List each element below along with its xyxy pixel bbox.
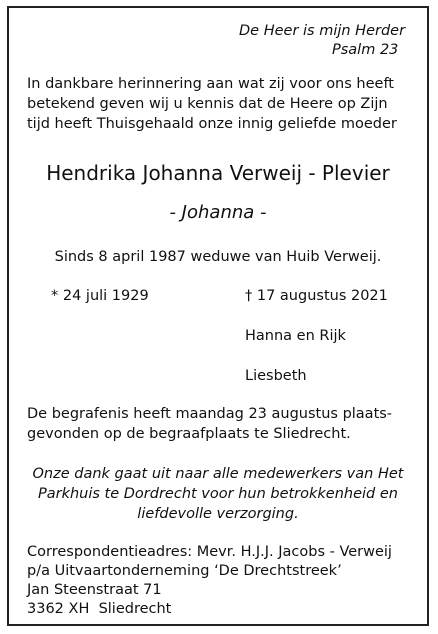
family-line-1: Hanna en Rijk — [245, 328, 346, 344]
family-line-2: Liesbeth — [245, 368, 307, 384]
obituary-card — [7, 6, 429, 626]
correspondence-line-2: p/a Uitvaartonderneming ‘De Drechtstreek’ — [27, 563, 342, 579]
correspondence-line-1: Correspondentieadres: Mevr. H.J.J. Jacobs - Verweij — [27, 544, 392, 560]
thanks-line-2: Parkhuis te Dordrecht voor hun betrokkenheid en — [37, 486, 398, 502]
correspondence-line-4: 3362 XH Sliedrecht — [27, 601, 172, 617]
thanks-line-1: Onze dank gaat uit naar alle medewerkers van Het — [32, 466, 404, 482]
correspondence-line-3: Jan Steenstraat 71 — [27, 582, 162, 598]
motto-reference: Psalm 23 — [332, 42, 399, 58]
birth-date: * 24 juli 1929 — [51, 288, 149, 304]
death-date: † 17 augustus 2021 — [245, 288, 388, 304]
deceased-nickname: - Johanna - — [169, 202, 267, 223]
funeral-line-2: gevonden op de begraafplaats te Sliedrecht. — [27, 426, 351, 442]
funeral-line-1: De begrafenis heeft maandag 23 augustus plaats- — [27, 406, 393, 422]
intro-line-1: In dankbare herinnering aan wat zij voor ons heeft — [27, 76, 394, 92]
intro-line-3: tijd heeft Thuisgehaald onze innig geliefde moeder — [27, 116, 397, 132]
deceased-full-name: Hendrika Johanna Verweij - Plevier — [46, 161, 390, 185]
motto-line-1: De Heer is mijn Herder — [239, 23, 406, 39]
widow-note: Sinds 8 april 1987 weduwe van Huib Verweij. — [54, 249, 382, 265]
intro-line-2: betekend geven wij u kennis dat de Heere op Zijn — [27, 96, 388, 112]
thanks-line-3: liefdevolle verzorging. — [137, 506, 299, 522]
